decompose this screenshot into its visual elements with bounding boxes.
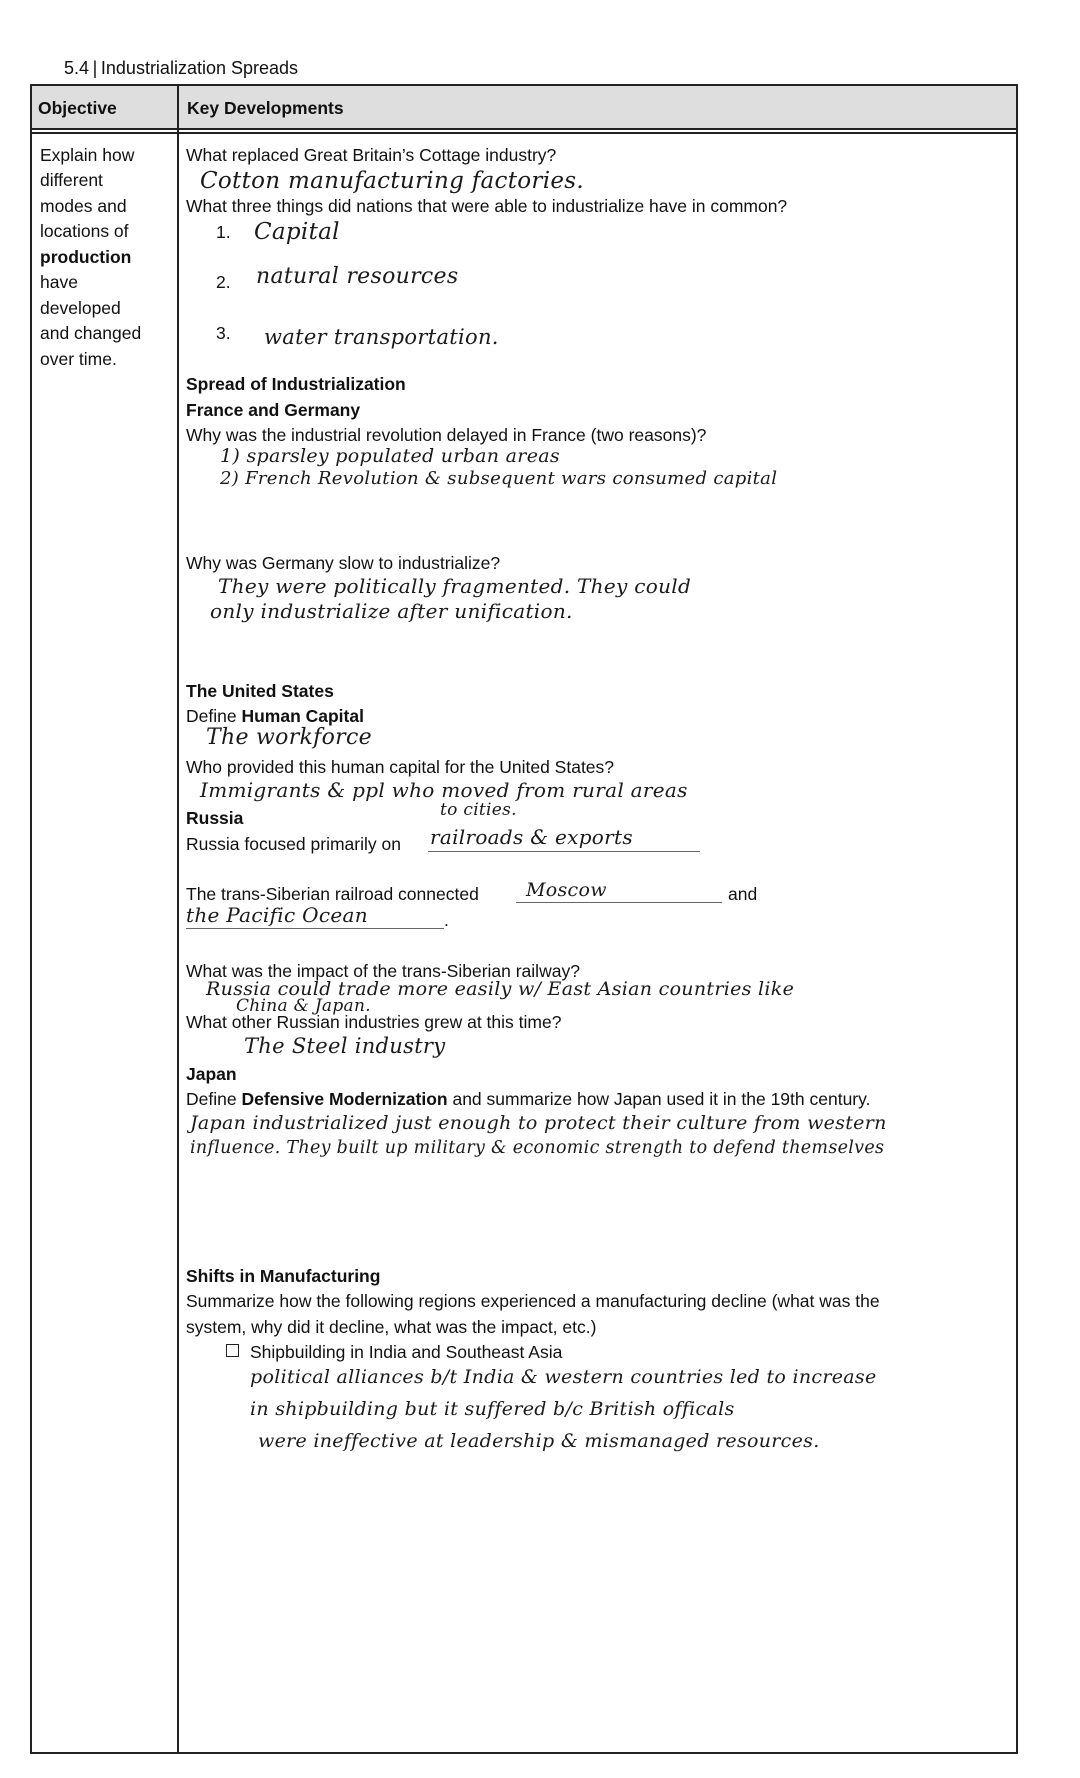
define-prefix: Define <box>186 706 242 726</box>
question-impact: What was the impact of the trans-Siberian railway? <box>186 961 580 981</box>
list-answer: natural resources <box>256 264 459 289</box>
list-number: 3. <box>216 323 231 343</box>
page-title: 5.4 | Industrialization Spreads <box>64 58 299 78</box>
header-separator <box>32 130 1016 134</box>
answer-cottage: Cotton manufacturing factories. <box>200 168 584 194</box>
question-provided: Who provided this human capital for the United States? <box>186 757 615 777</box>
answer-germany-1: They were politically fragmented. They could <box>218 574 692 598</box>
answer-ship-1: political alliances b/t India & western countries led to increase <box>250 1366 877 1388</box>
answer-trans-1: Moscow <box>526 879 607 901</box>
answer-impact-2: China & Japan. <box>236 996 371 1016</box>
question-other-industries: What other Russian industries grew at this time? <box>186 1012 562 1032</box>
answer-provided-2: to cities. <box>440 800 517 820</box>
column-divider <box>177 86 179 1752</box>
table-header-row <box>32 86 1016 130</box>
list-number: 2. <box>216 272 231 292</box>
section-spread: Spread of Industrialization <box>186 374 406 394</box>
japan-q-term: Defensive Modernization <box>241 1089 448 1109</box>
trans-and: and <box>728 884 758 904</box>
trans-period: . <box>444 910 449 930</box>
objective-line: have <box>40 272 78 292</box>
header-objective: Objective <box>38 98 117 118</box>
worksheet-table <box>30 84 1018 1754</box>
answer-provided-1: Immigrants & ppl who moved from rural areas <box>200 778 688 802</box>
list-number: 1. <box>216 222 231 242</box>
question-germany: Why was Germany slow to industrialize? <box>186 553 501 573</box>
answer-blank-line <box>428 851 700 852</box>
define-human-capital <box>186 706 364 727</box>
objective-line: and changed <box>40 323 142 343</box>
subsection-russia: Russia <box>186 808 244 828</box>
question-japan <box>186 1089 870 1110</box>
answer-france-2: 2) French Revolution & subsequent wars consumed capital <box>220 468 778 489</box>
answer-germany-2: only industrialize after unification. <box>210 599 573 623</box>
list-answer: water transportation. <box>264 325 499 349</box>
list-answer: Capital <box>254 219 340 245</box>
shifts-question-1: Summarize how the following regions experienced a manufacturing decline (what was the <box>186 1291 880 1311</box>
answer-human-capital: The workforce <box>206 725 372 750</box>
header-key-developments: Key Developments <box>187 98 344 118</box>
subsection-france-germany: France and Germany <box>186 400 361 420</box>
objective-line: over time. <box>40 349 117 369</box>
checkbox-icon[interactable] <box>226 1344 239 1357</box>
objective-line: Explain how <box>40 145 135 165</box>
answer-blank-line <box>516 902 722 903</box>
answer-france-1: 1) sparsley populated urban areas <box>220 445 560 467</box>
objective-line: different <box>40 170 103 190</box>
answer-trans-2: the Pacific Ocean <box>186 903 368 927</box>
japan-q-prefix: Define <box>186 1089 242 1109</box>
subsection-japan: Japan <box>186 1064 237 1084</box>
question-cottage: What replaced Great Britain’s Cottage industry? <box>186 145 557 165</box>
answer-japan-2: influence. They built up military & economic strength to defend themselves <box>190 1138 885 1158</box>
question-france: Why was the industrial revolution delayed in France (two reasons)? <box>186 425 707 445</box>
objective-line: modes and <box>40 196 127 216</box>
answer-ship-3: were ineffective at leadership & mismanaged resources. <box>258 1430 820 1452</box>
answer-russia-focus: railroads & exports <box>430 825 633 849</box>
answer-ship-2: in shipbuilding but it suffered b/c British officals <box>250 1398 735 1420</box>
question-common: What three things did nations that were able to industrialize have in common? <box>186 196 788 216</box>
answer-impact-1: Russia could trade more easily w/ East Asian countries like <box>206 978 795 1000</box>
objective-line-bold: production <box>40 247 132 267</box>
answer-blank-line <box>186 928 444 929</box>
trans-siberian-label: The trans-Siberian railroad connected <box>186 884 479 904</box>
define-term: Human Capital <box>241 706 364 726</box>
objective-line: developed <box>40 298 121 318</box>
subsection-united-states: The United States <box>186 681 334 701</box>
subsection-shifts: Shifts in Manufacturing <box>186 1266 381 1286</box>
shifts-question-2: system, why did it decline, what was the impact, etc.) <box>186 1317 597 1337</box>
checkbox-label: Shipbuilding in India and Southeast Asia <box>250 1342 563 1362</box>
japan-q-suffix: and summarize how Japan used it in the 19th century. <box>447 1089 871 1109</box>
answer-japan-1: Japan industrialized just enough to protect their culture from western <box>190 1112 887 1134</box>
objective-line: locations of <box>40 221 129 241</box>
answer-other-industries: The Steel industry <box>244 1034 446 1058</box>
russia-focus-label: Russia focused primarily on <box>186 834 401 854</box>
